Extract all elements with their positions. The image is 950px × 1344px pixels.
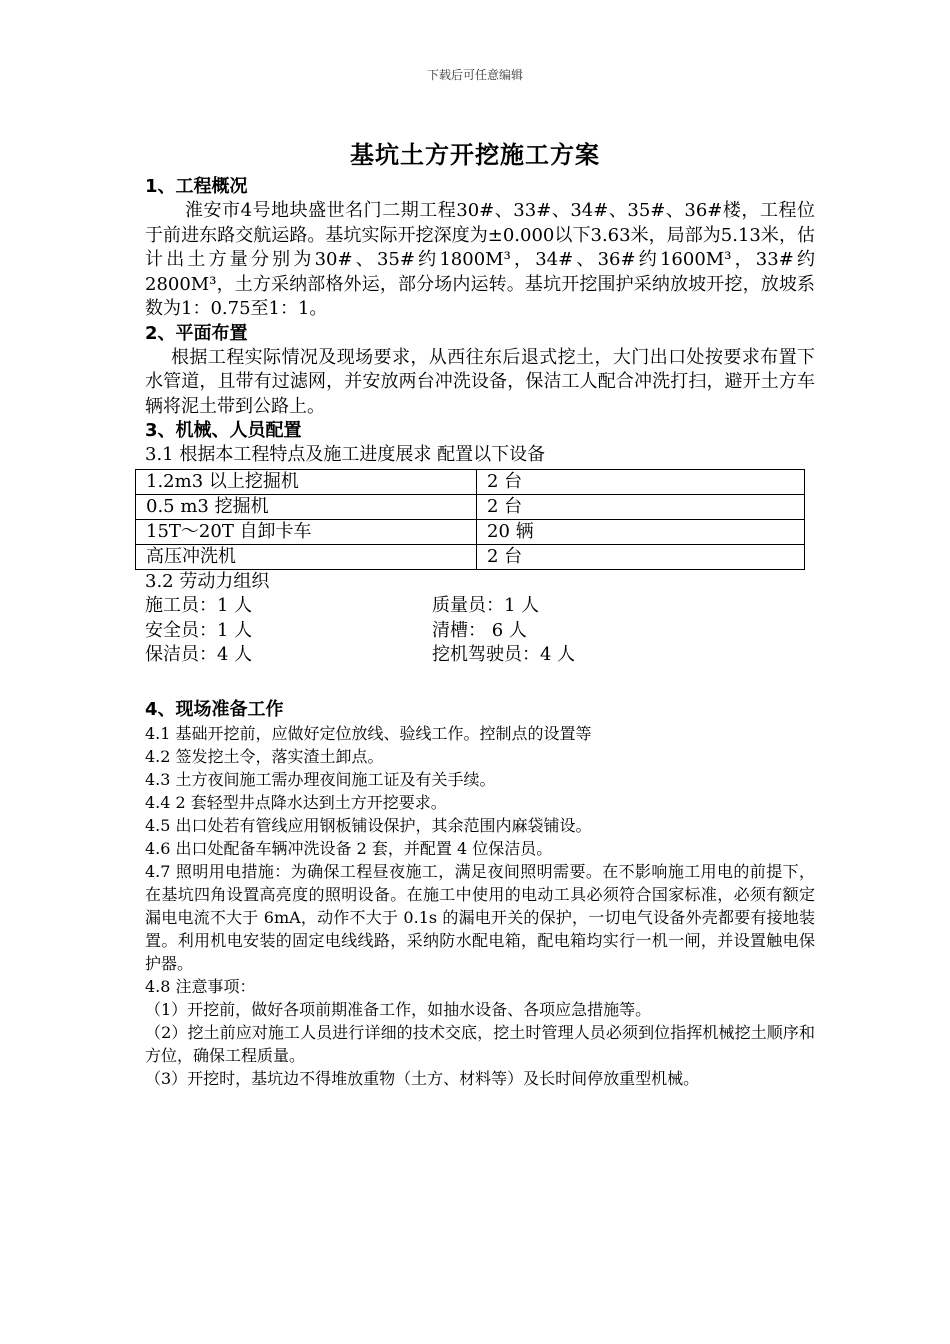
document-body bbox=[145, 175, 815, 1090]
table-row bbox=[136, 494, 805, 519]
page-header: 下载后可任意编辑 bbox=[426, 68, 523, 82]
labor-item: 清槽： 6 人 bbox=[432, 619, 527, 641]
equipment-qty: 2 台 bbox=[477, 494, 805, 519]
labor-item: 挖机驾驶员：4 人 bbox=[432, 644, 576, 665]
document-title: 基坑土方开挖施工方案 bbox=[350, 140, 600, 169]
equipment-name: 15T～20T 自卸卡车 bbox=[136, 519, 477, 544]
section-4-item: 4.2 签发挖土令，落实渣土卸点。 bbox=[145, 746, 384, 766]
table-row bbox=[136, 519, 805, 544]
equipment-qty: 20 辆 bbox=[477, 519, 805, 544]
section-1-heading: 1、工程概况 bbox=[145, 176, 248, 197]
equipment-name: 高压冲洗机 bbox=[136, 544, 477, 569]
section-4-item: 4.4 2 套轻型井点降水达到土方开挖要求。 bbox=[145, 792, 447, 812]
section-4-item: 4.3 土方夜间施工需办理夜间施工证及有关手续。 bbox=[145, 769, 496, 789]
section-3-1-text: 3.1 根据本工程特点及施工进度展求 配置以下设备 bbox=[145, 444, 546, 465]
section-1-text: 淮安市4号地块盛世名门二期工程30#、33#、34#、35#、36#楼，工程位于前进东路交航运路。基坑实际开挖深度为±0.000以下3.63米，局部为5.13米，估计出土方量分别为30#、35#约1800M³，34#、36#约1600M³，33#约2800M³，土方采纳部格外运，部分场内运转。基坑开挖围护采纳放坡开挖，放坡系数为1：0.75至1：1。 bbox=[145, 200, 815, 319]
section-4-item: 4.6 出口处配备车辆冲洗设备 2 套，并配置 4 位保洁员。 bbox=[145, 838, 553, 858]
labor-list bbox=[145, 594, 815, 668]
section-4-item: 4.8 注意事项： bbox=[145, 976, 256, 996]
equipment-name: 1.2m3 以上挖掘机 bbox=[136, 469, 477, 494]
section-4-item: 4.1 基础开挖前，应做好定位放线、验线工作。控制点的设置等 bbox=[145, 723, 592, 743]
equipment-qty: 2 台 bbox=[477, 544, 805, 569]
section-2-heading: 2、平面布置 bbox=[145, 322, 248, 344]
section-4-item: （1）开挖前，做好各项前期准备工作，如抽水设备、各项应急措施等。 bbox=[145, 999, 652, 1019]
section-3-2-text: 3.2 劳动力组织 bbox=[145, 570, 270, 592]
labor-item: 质量员：1 人 bbox=[432, 595, 540, 616]
labor-item: 施工员：1 人 bbox=[145, 595, 253, 616]
section-4-item: （3）开挖时，基坑边不得堆放重物（土方、材料等）及长时间停放重型机械。 bbox=[145, 1068, 700, 1088]
table-row bbox=[136, 469, 805, 494]
labor-item: 安全员：1 人 bbox=[145, 619, 253, 641]
equipment-qty: 2 台 bbox=[477, 469, 805, 494]
equipment-table bbox=[135, 469, 805, 570]
section-4-item: 4.7 照明用电措施：为确保工程昼夜施工，满足夜间照明需要。在不影响施工用电的前提下，在基坑四角设置高亮度的照明设备。在施工中使用的电动工具必须符合国家标准，必须有额定漏电电流不大于 6mA，动作不大于 0.1s 的漏电开关的保护，一切电气设备外壳都要有接地装置。利用机电安装的固定电线线路，采纳防水配电箱，配电箱均实行一机一闸，并设置触电保护器。 bbox=[145, 861, 815, 973]
section-4-heading: 4、现场准备工作 bbox=[145, 698, 284, 720]
section-4-item: 4.5 出口处若有管线应用钢板铺设保护，其余范围内麻袋铺设。 bbox=[145, 815, 592, 835]
table-row bbox=[136, 544, 805, 569]
section-2-text: 根据工程实际情况及现场要求，从西往东后退式挖土，大门出口处按要求布置下水管道，且带有过滤网，并安放两台冲洗设备，保洁工人配合冲洗打扫，避开土方车辆将泥土带到公路上。 bbox=[145, 346, 815, 417]
section-3-heading: 3、机械、人员配置 bbox=[145, 420, 302, 441]
equipment-name: 0.5 m3 挖掘机 bbox=[136, 494, 477, 519]
section-4-item: （2）挖土前应对施工人员进行详细的技术交底，挖土时管理人员必须到位指挥机械挖土顺序和方位，确保工程质量。 bbox=[145, 1022, 815, 1065]
labor-item: 保洁员：4 人 bbox=[145, 644, 253, 665]
